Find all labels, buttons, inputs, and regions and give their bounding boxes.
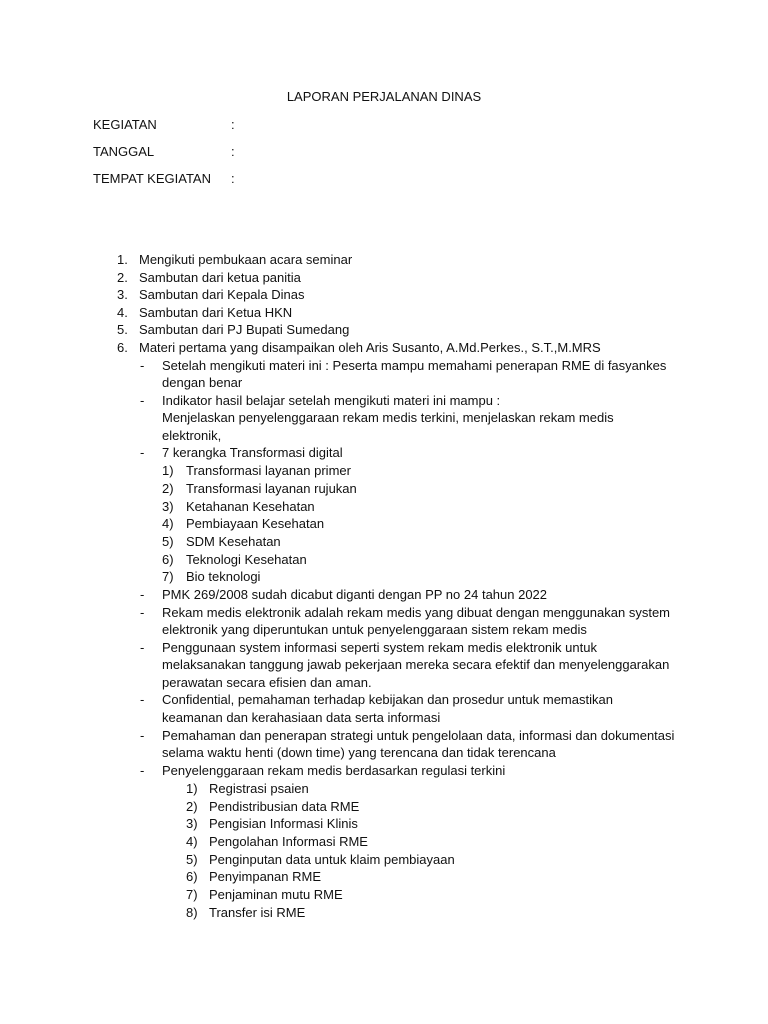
list-item: Sambutan dari PJ Bupati Sumedang [139,322,350,337]
sublist-item: Pengisian Informasi Klinis [209,816,358,831]
list-item-number: 6. [117,339,128,355]
list-item-number: 5. [117,322,128,337]
field-label-tanggal: TANGGAL [93,144,155,159]
list-item: Sambutan dari Ketua HKN [139,304,293,320]
sublist-number: 5) [186,851,198,867]
sublist-number: 7) [186,887,198,902]
sublist-item: Ketahanan Kesehatan [186,498,315,514]
sublist-number: 2) [162,481,174,496]
bullet-text: Setelah mengikuti materi ini : Peserta mampu memahami penerapan RME di fasyankes [162,357,667,373]
bullet-text: perawatan secara efisien dan aman. [162,674,372,690]
list-item: Mengikuti pembukaan acara seminar [139,252,353,267]
list-item-number: 4. [117,304,128,320]
list-item-number: 2. [117,269,128,285]
bullet-text: selama waktu henti (down time) yang terencana dan tidak terencana [162,745,556,760]
bullet-dash: - [140,639,145,655]
sublist-number: 1) [186,781,198,796]
bullet-text: Confidential, pemahaman terhadap kebijakan dan prosedur untuk memastikan [162,692,613,707]
sublist-item: Transformasi layanan rujukan [186,481,357,496]
sublist-number: 4) [162,516,174,531]
bullet-text: Penyelenggaraan rekam medis berdasarkan regulasi terkini [162,763,506,778]
bullet-text: dengan benar [162,375,243,390]
bullet-text: Rekam medis elektronik adalah rekam medis yang dibuat dengan menggunakan system [162,604,671,620]
bullet-dash: - [140,357,145,373]
sublist-item: Penjaminan mutu RME [209,887,343,902]
bullet-text: keamanan dan kerahasiaan data serta informasi [162,709,441,725]
bullet-text: PMK 269/2008 sudah dicabut diganti dengan PP no 24 tahun 2022 [162,587,548,602]
bullet-text: 7 kerangka Transformasi digital [162,445,343,460]
bullet-text: Indikator hasil belajar setelah mengikuti materi ini mampu : [162,392,501,408]
field-colon: : [231,171,235,186]
document-title: LAPORAN PERJALANAN DINAS [286,89,482,104]
list-item: Sambutan dari Kepala Dinas [139,287,305,302]
sublist-item: SDM Kesehatan [186,533,281,549]
sublist-item: Penginputan data untuk klaim pembiayaan [209,851,455,867]
field-colon: : [231,117,235,132]
sublist-number: 3) [186,816,198,831]
field-colon: : [231,144,235,159]
sublist-number: 6) [162,551,174,567]
bullet-dash: - [140,392,145,408]
sublist-item: Pendistribusian data RME [209,798,360,814]
sublist-number: 5) [162,533,174,549]
sublist-item: Transfer isi RME [209,904,306,920]
sublist-number: 3) [162,498,174,514]
bullet-dash: - [140,604,145,620]
list-item-number: 1. [117,252,128,267]
sublist-number: 4) [186,833,198,849]
field-label-tempat-kegiatan: TEMPAT KEGIATAN [93,171,211,186]
bullet-dash: - [140,692,145,707]
bullet-dash: - [140,727,145,743]
bullet-text: melaksanakan tanggung jawab pekerjaan mereka secara efektif dan menyelenggarakan [162,657,670,672]
sublist-item: Bio teknologi [186,569,261,584]
sublist-item: Pengolahan Informasi RME [209,833,368,849]
sublist-number: 2) [186,798,198,814]
bullet-text: elektronik yang diperuntukan untuk penyelenggaraan sistem rekam medis [162,622,587,637]
sublist-number: 7) [162,569,174,584]
bullet-dash: - [140,763,145,778]
sublist-item: Registrasi psaien [209,781,309,796]
sublist-number: 1) [162,463,174,478]
list-item: Sambutan dari ketua panitia [139,269,301,285]
bullet-text: Penggunaan system informasi seperti system rekam medis elektronik untuk [162,639,597,655]
bullet-dash: - [140,445,145,460]
list-item-number: 3. [117,287,128,302]
list-item: Materi pertama yang disampaikan oleh Aris Susanto, A.Md.Perkes., S.T.,M.MRS [139,339,601,355]
sublist-number: 6) [186,869,198,884]
sublist-item: Penyimpanan RME [209,869,321,884]
bullet-text: Pemahaman dan penerapan strategi untuk pengelolaan data, informasi dan dokumentasi [162,727,675,743]
bullet-dash: - [140,587,145,602]
sublist-item: Pembiayaan Kesehatan [186,516,325,531]
bullet-text: elektronik, [162,427,222,443]
field-label-kegiatan: KEGIATAN [93,117,157,132]
sublist-item: Transformasi layanan primer [186,463,351,478]
sublist-number: 8) [186,904,198,920]
sublist-item: Teknologi Kesehatan [186,551,307,567]
bullet-text: Menjelaskan penyelenggaraan rekam medis terkini, menjelaskan rekam medis [162,410,614,425]
